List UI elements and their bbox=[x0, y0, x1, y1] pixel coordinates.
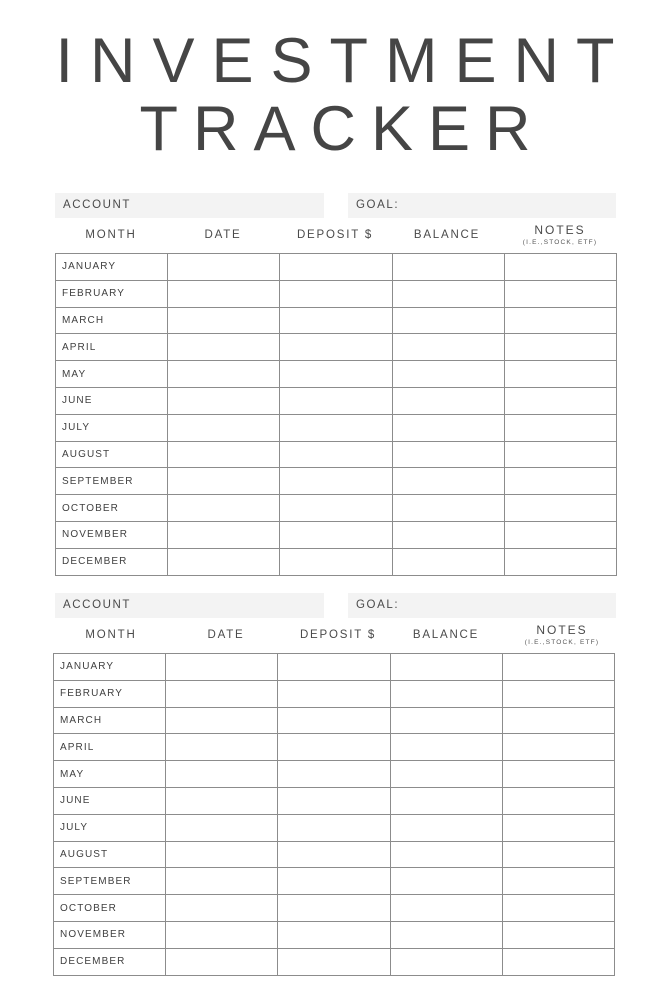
deposit-cell[interactable] bbox=[280, 280, 392, 307]
notes-cell[interactable] bbox=[504, 414, 616, 441]
notes-cell[interactable] bbox=[504, 548, 616, 575]
date-cell[interactable] bbox=[168, 468, 280, 495]
deposit-cell[interactable] bbox=[280, 254, 392, 281]
header-balance: BALANCE bbox=[413, 229, 481, 241]
date-cell[interactable] bbox=[168, 254, 280, 281]
goal-field[interactable]: GOAL: bbox=[348, 593, 616, 618]
balance-cell[interactable] bbox=[390, 707, 502, 734]
table-row bbox=[56, 387, 617, 414]
notes-cell[interactable] bbox=[504, 521, 616, 548]
month-cell: SEPTEMBER bbox=[56, 468, 168, 495]
header-balance: BALANCE bbox=[412, 629, 480, 641]
notes-cell[interactable] bbox=[502, 761, 614, 788]
notes-cell[interactable] bbox=[504, 495, 616, 522]
balance-cell[interactable] bbox=[392, 387, 504, 414]
column-headers bbox=[53, 618, 614, 653]
table-row bbox=[54, 921, 615, 948]
balance-cell[interactable] bbox=[390, 654, 502, 681]
notes-cell[interactable] bbox=[504, 334, 616, 361]
deposit-cell[interactable] bbox=[278, 868, 390, 895]
month-cell: OCTOBER bbox=[56, 495, 168, 522]
deposit-cell[interactable] bbox=[280, 334, 392, 361]
balance-cell[interactable] bbox=[392, 334, 504, 361]
balance-cell[interactable] bbox=[392, 414, 504, 441]
date-cell[interactable] bbox=[166, 868, 278, 895]
balance-cell[interactable] bbox=[392, 361, 504, 388]
deposit-cell[interactable] bbox=[278, 761, 390, 788]
field-row bbox=[55, 193, 616, 218]
balance-cell[interactable] bbox=[390, 734, 502, 761]
header-notes: NOTES (I.E.,STOCK, ETF) bbox=[506, 618, 618, 653]
balance-cell[interactable] bbox=[390, 868, 502, 895]
deposit-cell[interactable] bbox=[280, 414, 392, 441]
balance-cell[interactable] bbox=[392, 548, 504, 575]
date-cell[interactable] bbox=[168, 441, 280, 468]
month-cell: OCTOBER bbox=[54, 895, 166, 922]
notes-cell[interactable] bbox=[504, 280, 616, 307]
tracker-table bbox=[53, 653, 615, 976]
deposit-cell[interactable] bbox=[278, 787, 390, 814]
month-cell: MAY bbox=[54, 761, 166, 788]
month-cell: DECEMBER bbox=[54, 948, 166, 975]
deposit-cell[interactable] bbox=[278, 654, 390, 681]
month-cell: SEPTEMBER bbox=[54, 868, 166, 895]
deposit-cell[interactable] bbox=[280, 441, 392, 468]
balance-cell[interactable] bbox=[392, 254, 504, 281]
date-cell[interactable] bbox=[168, 361, 280, 388]
month-cell: NOVEMBER bbox=[56, 521, 168, 548]
date-cell[interactable] bbox=[168, 495, 280, 522]
balance-cell[interactable] bbox=[392, 280, 504, 307]
header-notes-sub: (I.E.,STOCK, ETF) bbox=[522, 239, 598, 246]
month-cell: FEBRUARY bbox=[54, 680, 166, 707]
date-cell[interactable] bbox=[166, 841, 278, 868]
date-cell[interactable] bbox=[166, 707, 278, 734]
deposit-cell[interactable] bbox=[278, 707, 390, 734]
month-cell: JULY bbox=[56, 414, 168, 441]
account-field[interactable]: ACCOUNT bbox=[55, 193, 324, 218]
notes-cell[interactable] bbox=[504, 468, 616, 495]
field-row bbox=[53, 593, 614, 618]
notes-cell[interactable] bbox=[502, 654, 614, 681]
header-date: DATE bbox=[204, 229, 242, 241]
table-row bbox=[54, 734, 615, 761]
notes-cell[interactable] bbox=[502, 921, 614, 948]
month-cell: NOVEMBER bbox=[54, 921, 166, 948]
balance-cell[interactable] bbox=[390, 814, 502, 841]
header-notes: NOTES (I.E.,STOCK, ETF) bbox=[504, 218, 616, 253]
notes-cell[interactable] bbox=[502, 814, 614, 841]
deposit-cell[interactable] bbox=[278, 680, 390, 707]
notes-cell[interactable] bbox=[502, 734, 614, 761]
month-cell: MARCH bbox=[56, 307, 168, 334]
balance-cell[interactable] bbox=[390, 761, 502, 788]
table-row bbox=[56, 495, 617, 522]
date-cell[interactable] bbox=[166, 680, 278, 707]
deposit-cell[interactable] bbox=[280, 495, 392, 522]
deposit-cell[interactable] bbox=[280, 521, 392, 548]
date-cell[interactable] bbox=[168, 548, 280, 575]
table-row bbox=[54, 868, 615, 895]
notes-cell[interactable] bbox=[502, 895, 614, 922]
table-row bbox=[56, 254, 617, 281]
notes-cell[interactable] bbox=[504, 254, 616, 281]
balance-cell[interactable] bbox=[392, 307, 504, 334]
table-row bbox=[56, 521, 617, 548]
month-cell: FEBRUARY bbox=[56, 280, 168, 307]
balance-cell[interactable] bbox=[392, 495, 504, 522]
month-cell: JANUARY bbox=[54, 654, 166, 681]
notes-cell[interactable] bbox=[504, 387, 616, 414]
table-row bbox=[54, 895, 615, 922]
notes-cell[interactable] bbox=[502, 787, 614, 814]
table-row bbox=[56, 468, 617, 495]
deposit-cell[interactable] bbox=[278, 814, 390, 841]
balance-cell[interactable] bbox=[390, 841, 502, 868]
table-row bbox=[56, 441, 617, 468]
table-row bbox=[56, 548, 617, 575]
notes-cell[interactable] bbox=[504, 307, 616, 334]
month-cell: JULY bbox=[54, 814, 166, 841]
date-cell[interactable] bbox=[168, 387, 280, 414]
goal-field[interactable]: GOAL: bbox=[348, 193, 616, 218]
deposit-cell[interactable] bbox=[278, 734, 390, 761]
deposit-cell[interactable] bbox=[280, 548, 392, 575]
notes-cell[interactable] bbox=[502, 841, 614, 868]
balance-cell[interactable] bbox=[392, 468, 504, 495]
date-cell[interactable] bbox=[166, 787, 278, 814]
table-row bbox=[54, 948, 615, 975]
table-row bbox=[54, 814, 615, 841]
date-cell[interactable] bbox=[166, 948, 278, 975]
title-line-1: INVESTMENT bbox=[55, 26, 632, 96]
header-month: MONTH bbox=[85, 629, 137, 641]
date-cell[interactable] bbox=[168, 307, 280, 334]
header-month: MONTH bbox=[85, 229, 137, 241]
header-deposit: DEPOSIT $ bbox=[299, 629, 377, 641]
notes-cell[interactable] bbox=[502, 707, 614, 734]
deposit-cell[interactable] bbox=[280, 387, 392, 414]
date-cell[interactable] bbox=[166, 734, 278, 761]
date-cell[interactable] bbox=[168, 334, 280, 361]
balance-cell[interactable] bbox=[390, 948, 502, 975]
date-cell[interactable] bbox=[168, 521, 280, 548]
deposit-cell[interactable] bbox=[280, 468, 392, 495]
notes-cell[interactable] bbox=[504, 361, 616, 388]
balance-cell[interactable] bbox=[390, 921, 502, 948]
notes-cell[interactable] bbox=[502, 948, 614, 975]
tracker-section-1 bbox=[55, 193, 616, 576]
column-headers bbox=[55, 218, 616, 253]
deposit-cell[interactable] bbox=[278, 921, 390, 948]
deposit-cell[interactable] bbox=[280, 307, 392, 334]
month-cell: APRIL bbox=[54, 734, 166, 761]
notes-cell[interactable] bbox=[502, 680, 614, 707]
deposit-cell[interactable] bbox=[280, 361, 392, 388]
account-field[interactable]: ACCOUNT bbox=[55, 593, 324, 618]
balance-cell[interactable] bbox=[392, 441, 504, 468]
notes-cell[interactable] bbox=[504, 441, 616, 468]
title-line-2: TRACKER bbox=[139, 94, 546, 164]
table-row bbox=[56, 361, 617, 388]
deposit-cell[interactable] bbox=[278, 841, 390, 868]
month-cell: JUNE bbox=[56, 387, 168, 414]
tracker-section-2 bbox=[53, 593, 614, 976]
month-cell: MARCH bbox=[54, 707, 166, 734]
table-row bbox=[54, 707, 615, 734]
balance-cell[interactable] bbox=[392, 521, 504, 548]
date-cell[interactable] bbox=[168, 280, 280, 307]
balance-cell[interactable] bbox=[390, 680, 502, 707]
header-date: DATE bbox=[207, 629, 245, 641]
date-cell[interactable] bbox=[166, 814, 278, 841]
table-row bbox=[54, 761, 615, 788]
notes-cell[interactable] bbox=[502, 868, 614, 895]
month-cell: JUNE bbox=[54, 787, 166, 814]
tracker-table bbox=[55, 253, 617, 576]
month-cell: DECEMBER bbox=[56, 548, 168, 575]
month-cell: AUGUST bbox=[56, 441, 168, 468]
month-cell: JANUARY bbox=[56, 254, 168, 281]
date-cell[interactable] bbox=[166, 654, 278, 681]
header-notes-sub: (I.E.,STOCK, ETF) bbox=[524, 639, 600, 646]
table-row bbox=[56, 307, 617, 334]
month-cell: APRIL bbox=[56, 334, 168, 361]
date-cell[interactable] bbox=[168, 414, 280, 441]
date-cell[interactable] bbox=[166, 921, 278, 948]
deposit-cell[interactable] bbox=[278, 895, 390, 922]
date-cell[interactable] bbox=[166, 895, 278, 922]
table-row bbox=[54, 654, 615, 681]
header-deposit: DEPOSIT $ bbox=[296, 229, 374, 241]
deposit-cell[interactable] bbox=[278, 948, 390, 975]
month-cell: MAY bbox=[56, 361, 168, 388]
balance-cell[interactable] bbox=[390, 895, 502, 922]
table-row bbox=[56, 280, 617, 307]
table-row bbox=[54, 841, 615, 868]
balance-cell[interactable] bbox=[390, 787, 502, 814]
table-row bbox=[56, 414, 617, 441]
date-cell[interactable] bbox=[166, 761, 278, 788]
table-row bbox=[54, 787, 615, 814]
month-cell: AUGUST bbox=[54, 841, 166, 868]
table-row bbox=[56, 334, 617, 361]
table-row bbox=[54, 680, 615, 707]
